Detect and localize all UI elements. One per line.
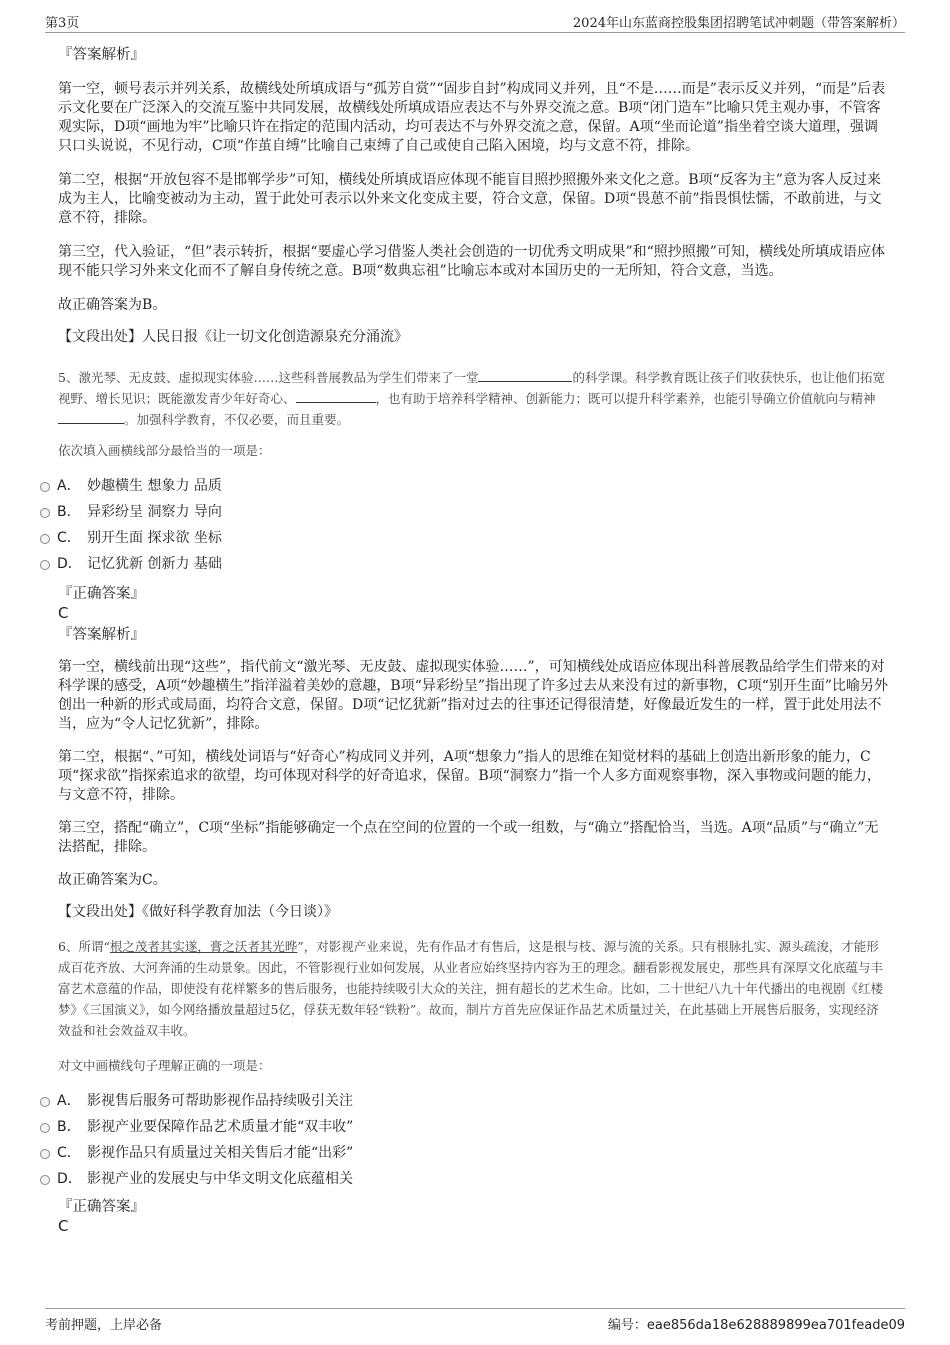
answer-conclusion: 故正确答案为B。 — [58, 297, 167, 313]
option-d[interactable]: D． 影视产业的发展史与中华文明文化底蕴相关 — [0, 1166, 890, 1192]
option-c[interactable]: C． 影视作品只有质量过关相关售后才能“出彩” — [0, 1140, 890, 1166]
underlined-sentence: 根之茂者其实遂，膏之沃者其光晔 — [109, 939, 298, 954]
radio-icon[interactable] — [40, 1175, 50, 1185]
page-header — [45, 10, 905, 33]
source-citation: 【文段出处】《做好科学教育加法（今日谈）》 — [58, 904, 338, 920]
option-b[interactable]: B． 影视产业要保障作品艺术质量才能“双丰收” — [0, 1114, 890, 1140]
analysis-paragraph: 第二空，根据“、”可知，横线处词语与“好奇心”构成同义并列，A项“想象力”指人的思维在知觉材料的基础上创造出新形象的能力，C项“探求欲”指探索追求的欲望，均可体现对科学的好奇追求，保留。B项“洞察力”指一个人多方面观察事物，深入事物或问题的能力，与文意不符，排除。 — [58, 749, 881, 803]
question-6-options — [0, 1088, 890, 1192]
fill-blank — [296, 388, 376, 403]
analysis-paragraph: 第一空，顿号表示并列关系，故横线处所填成语与“孤芳自赏”“固步自封”构成同义并列，且“不是……而是”表示反义并列，“而是”后表示文化要在广泛深入的交流互鉴中共同发展，故横线处所填成语应表达不与外界交流之意。B项“闭门造车”比喻只凭主观办事，不管客观实际，D项“画地为牢”比喻只许在指定的范围内活动，均可表达不与外界交流之意，保留。A项“坐而论道”指坐着空谈大道理，强调只口头说说，不见行动，C项“作茧自缚”比喻自己束缚了自己或使自己陷入困境，均与文意不符，排除。 — [58, 81, 886, 154]
page-number: 第3页 — [45, 16, 80, 31]
option-d[interactable]: D． 记忆犹新 创新力 基础 — [0, 551, 890, 577]
analysis-paragraph: 第二空，根据“开放包容不是邯郸学步”可知，横线处所填成语应体现不能盲目照抄照搬外来文化之意。B项“反客为主”意为客人反过来成为主人，比喻变被动为主动，置于此处可表示以外来文化变成主要，符合文意，保留。D项“畏葸不前”指畏惧怯懦，不敢前进，与文意不符，排除。 — [58, 172, 882, 226]
radio-icon[interactable] — [40, 508, 50, 518]
footer-slogan: 考前押题，上岸必备 — [45, 1318, 163, 1333]
radio-icon[interactable] — [40, 534, 50, 544]
fill-blank — [478, 367, 572, 382]
analysis-paragraph: 第三空，代入验证，“但”表示转折，根据“要虚心学习借鉴人类社会创造的一切优秀文明成果”和“照抄照搬”可知，横线处所填成语应体现不能只学习外来文化而不了解自身传统之意。B项“数典忘祖”比喻忘本或对本国历史的一无所知，符合文意，当选。 — [58, 244, 885, 279]
option-a[interactable]: A． 妙趣横生 想象力 品质 — [0, 473, 890, 499]
option-b[interactable]: B． 异彩纷呈 洞察力 导向 — [0, 499, 890, 525]
question-6-text: 6、所谓“根之茂者其实遂，膏之沃者其光晔”，对影视产业来说，先有作品才有售后，这是根与枝、源与流的关系。只有根脉扎实、源头疏浚，才能形成百花齐放、大河奔涌的生动景象。因此，不管影视行业如何发展，从业者应始终坚持内容为王的理念。翻看影视发展史，那些具有深厚文化底蕴与丰富艺术意蕴的作品，即使没有花样繁多的售后服务，也能持续吸引大众的关注，拥有超长的艺术生命。比如，二十世纪八九十年代播出的电视剧《红楼梦》《三国演义》，如今网络播放量超过5亿，俘获无数年轻“铁粉”。故而，制片方首先应保证作品艺术质量过关，在此基础上开展售后服务，实现经济效益和社会效益双丰收。 — [58, 939, 884, 1038]
radio-icon[interactable] — [40, 482, 50, 492]
analysis-paragraph: 第一空，横线前出现“这些”，指代前文“激光琴、无皮鼓、虚拟现实体验……”，可知横线处成语应体现出科普展教品给学生们带来的对科学课的感受，A项“妙趣横生”指洋溢着美妙的意趣，B项“异彩纷呈”指出现了许多过去从来没有过的新事物，C项“别开生面”比喻另外创出一种新的形式或局面，均符合文意，保留。D项“记忆犹新”指对过去的往事还记得很清楚，好像最近发生的一样，置于此处用法不当，应为“令人记忆犹新”，排除。 — [58, 659, 889, 732]
question-5-prompt: 依次填入画横线部分最恰当的一项是： — [58, 443, 271, 458]
main-content — [58, 46, 890, 1235]
correct-answer: C — [58, 604, 69, 622]
correct-answer: C — [58, 1217, 69, 1235]
question-6-prompt: 对文中画横线句子理解正确的一项是： — [58, 1058, 271, 1073]
option-c[interactable]: C． 别开生面 探求欲 坐标 — [0, 525, 890, 551]
question-5-options — [0, 473, 890, 577]
radio-icon[interactable] — [40, 1123, 50, 1133]
analysis-paragraph: 第三空，搭配“确立”，C项“坐标”指能够确定一个点在空间的位置的一个或一组数，与“确立”搭配恰当，当选。A项“品质”与“确立”无法搭配，排除。 — [58, 820, 879, 855]
analysis-label: 『答案解析』 — [58, 47, 145, 63]
answer-conclusion: 故正确答案为C。 — [58, 872, 167, 888]
document-id: 编号：eae856da18e628889899ea701feade09 — [607, 1318, 905, 1333]
fill-blank — [58, 409, 124, 424]
source-citation: 【文段出处】人民日报《让一切文化创造源泉充分涌流》 — [58, 329, 408, 345]
correct-answer-label: 『正确答案』 — [58, 586, 145, 602]
question-5-text: 5、激光琴、无皮鼓、虚拟现实体验……这些科普展教品为学生们带来了一堂 的科学课。科学教育既让孩子们收获快乐，也让他们拓宽视野、增长见识；既能激发青少年好奇心、 ，也有助于培养科学精神、创新能力；既可以提升科学素养，也能引导确立价值航向与精神。加强科学教育，不仅必要，而且重要。 — [58, 367, 890, 430]
radio-icon[interactable] — [40, 1149, 50, 1159]
radio-icon[interactable] — [40, 1097, 50, 1107]
correct-answer-label: 『正确答案』 — [58, 1199, 145, 1215]
page-footer — [45, 1308, 905, 1333]
analysis-label: 『答案解析』 — [58, 627, 145, 643]
document-title: 2024年山东蓝商控股集团招聘笔试冲刺题（带答案解析） — [572, 16, 905, 31]
option-a[interactable]: A． 影视售后服务可帮助影视作品持续吸引关注 — [0, 1088, 890, 1114]
radio-icon[interactable] — [40, 560, 50, 570]
